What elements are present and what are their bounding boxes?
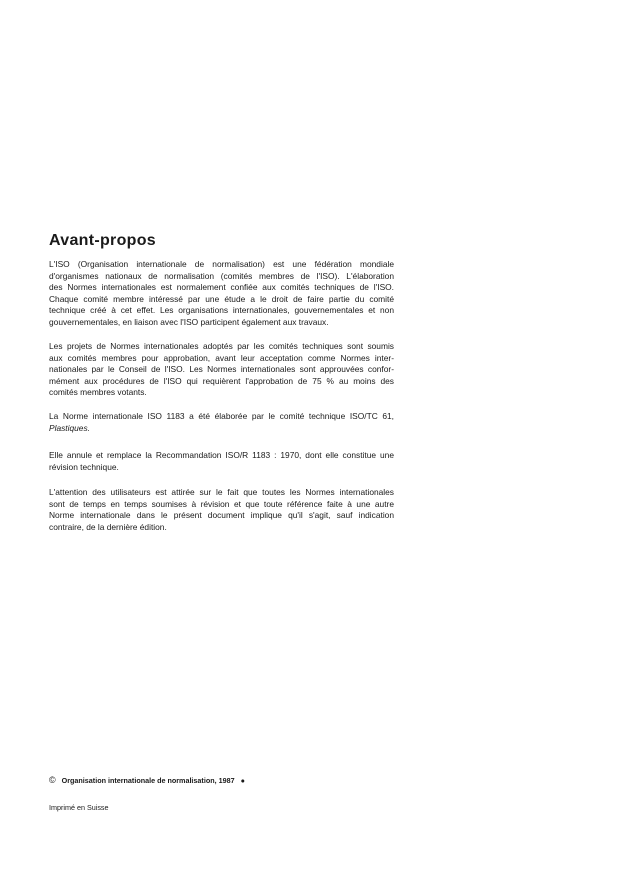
paragraph-line: mément aux procédures de l'ISO qui requièrent l'approbation de 75 % au moins des — [49, 375, 394, 386]
paragraph-line: La Norme internationale ISO 1183 a été élaborée par le comité technique ISO/TC 61, — [49, 411, 394, 421]
paragraph-iso-intro — [49, 259, 394, 329]
paragraph-replaces — [49, 450, 394, 473]
paragraph-revision-notice — [49, 487, 394, 533]
copyright-text: Organisation internationale de normalisation, 1987 — [61, 776, 235, 785]
paragraph-committee — [49, 411, 394, 434]
paragraph-line: L'attention des utilisateurs est attirée sur le fait que toutes les Normes internationales — [49, 487, 394, 497]
paragraph-line: gouvernementales, en liaison avec l'ISO participent également aux travaux. — [49, 316, 329, 327]
paragraph-line: nationales par le Conseil de l'ISO. Les Normes internationales sont approuvées confor- — [49, 364, 394, 375]
paragraph-line: Elle annule et remplace la Recommandation ISO/R 1183 : 1970, dont elle constitue une — [49, 450, 394, 460]
paragraph-line: révision technique. — [49, 461, 119, 472]
paragraph-line-italic: Plastiques. — [49, 422, 90, 433]
paragraph-line: contraire, de la dernière édition. — [49, 521, 167, 532]
page-title: Avant-propos — [49, 232, 157, 249]
paragraph-line: comités membres votants. — [49, 387, 147, 398]
paragraph-line: d'organismes nationaux de normalisation (comités membres de l'ISO). L'élaboration — [49, 270, 394, 281]
paragraph-line: technique créé à cet effet. Les organisations internationales, gouvernementales et non — [49, 305, 394, 316]
paragraph-line: sont de temps en temps soumises à révision et que toute référence faite à une autre — [49, 498, 394, 509]
printed-in-notice: Imprimé en Suisse — [49, 803, 109, 812]
paragraph-line: aux comités membres pour approbation, avant leur acceptation comme Normes inter- — [49, 352, 394, 363]
paragraph-line: L'ISO (Organisation internationale de normalisation) est une fédération mondiale — [49, 259, 394, 269]
paragraph-approval — [49, 341, 394, 399]
copyright-notice — [49, 775, 245, 785]
paragraph-line: Chaque comité membre intéressé par une étude a le droit de faire partie du comité — [49, 293, 394, 304]
paragraph-line: Les projets de Normes internationales adoptés par les comités techniques sont soumis — [49, 341, 394, 351]
paragraph-line: des Normes internationales est normalement confiée aux comités techniques de l'ISO. — [49, 282, 394, 293]
paragraph-line: Norme internationale dans le présent document implique qu'il s'agit, sauf indication — [49, 510, 394, 521]
copyright-icon: © — [49, 775, 56, 785]
bullet-icon: ● — [240, 776, 245, 785]
